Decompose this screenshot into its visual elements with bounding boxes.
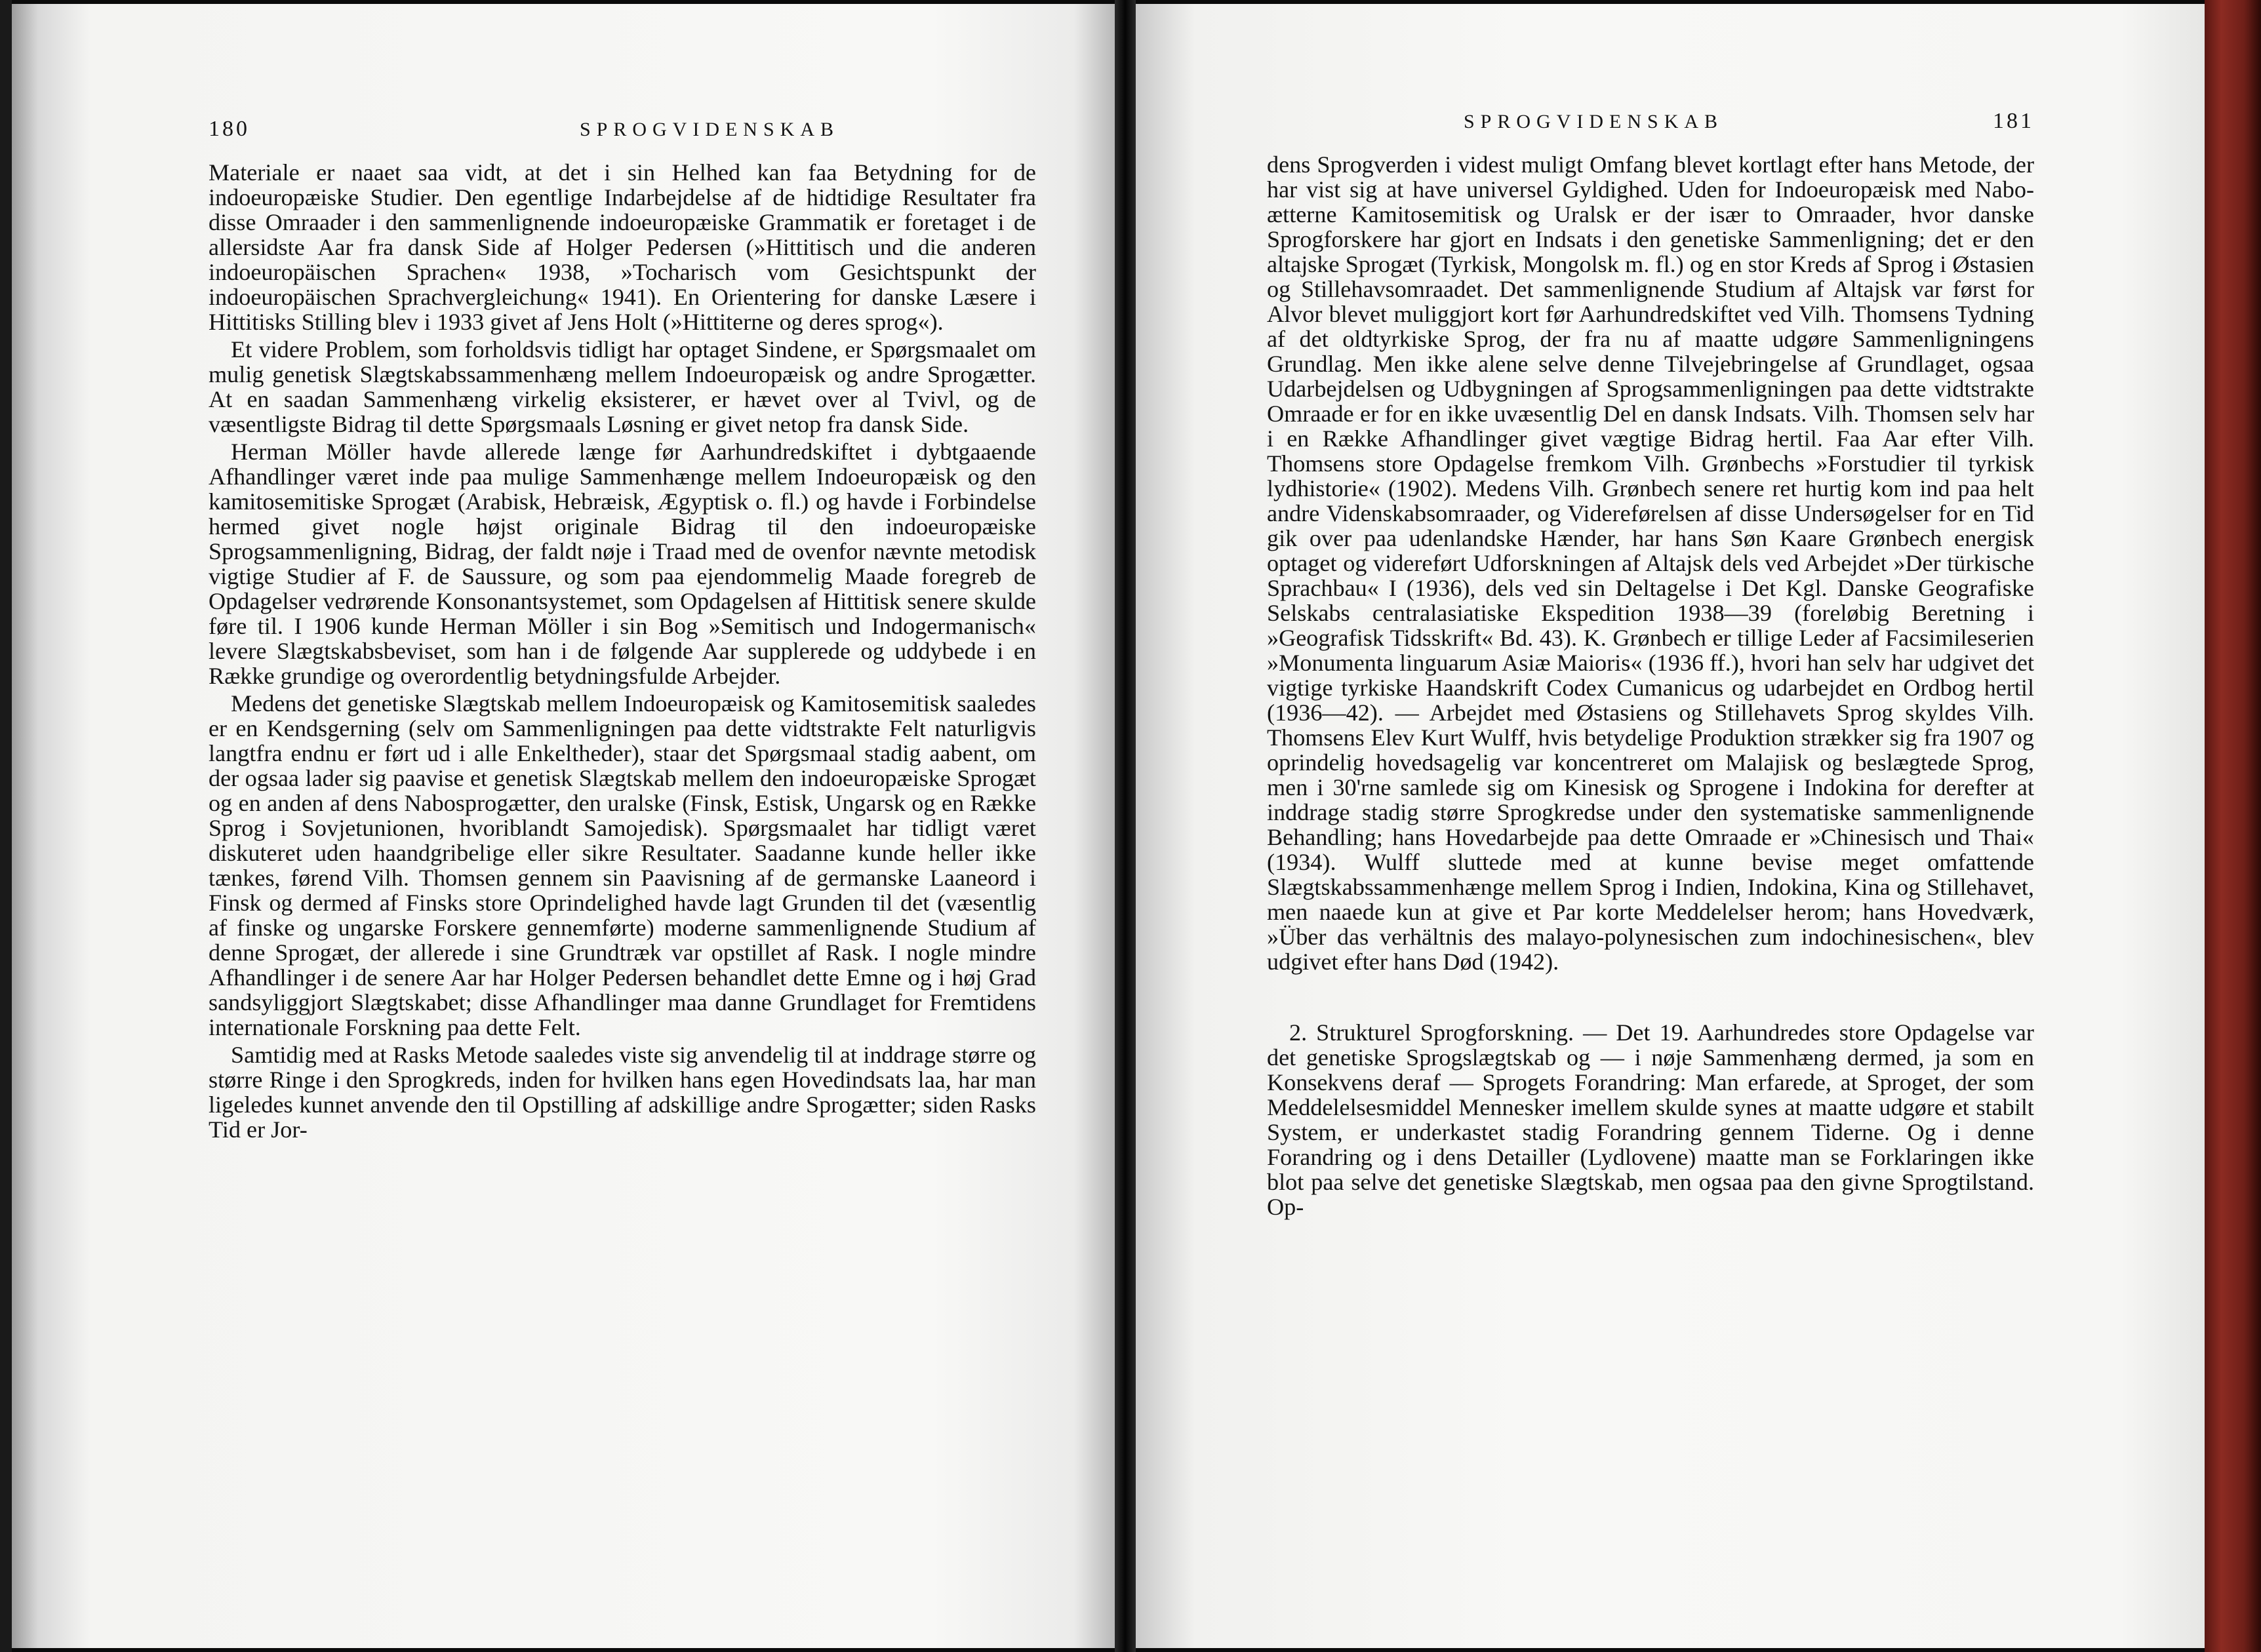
left-paragraph-5: Samtidig med at Rasks Metode saaledes viste sig anvendelig til at inddrage større og større Ringe i den Sprogkreds, inden for hvilken hans egen Hovedindsats laa, har man ligeledes kunnet anvende den til Opstilling af adskillige andre Sprogætter; siden Rasks Tid er Jor- [209, 1042, 1036, 1143]
right-page [1136, 4, 2205, 1648]
right-paragraph-1: dens Sprogverden i videst muligt Omfang blevet kortlagt efter hans Metode, der har vist sig at have universel Gyldighed. Uden for Indoeuropæisk med Naboætterne Kamitosemitisk og Uralsk er der især to Omraader, hvor danske Sprogforskere har gjort en Indsats i den genetiske Sammenligning; det er den altajske Sprogæt (Tyrkisk, Mongolsk m. fl.) og en stor Kreds af Sprog i Østasien og Stillehavsomraadet. Det sammenlignende Studium af Altajsk var først for Alvor blevet muliggjort kort før Aarhundredskiftet ved Vilh. Thomsens Tydning af det oldtyrkiske Sprog, der fra nu af maatte udgøre Sammenligningens Grundlag. Men ikke alene selve denne Tilvejebringelse af Grundlaget, ogsaa Udarbejdelsen og Udbygningen af Sprogsammenligningen paa dette vidtstrakte Omraade er for en ikke uvæsentlig Del en dansk Indsats. Vilh. Thomsen selv har i en Række Afhandlinger givet vægtige Bidrag hertil. Faa Aar efter Vilh. Thomsens store Opdagelse fremkom Vilh. Grønbechs »Forstudier til tyrkisk lydhistorie« (1902). Medens Vilh. Grønbech senere ret hurtig kom ind paa helt andre Videnskabsomraader, og Videreførelsen af disse Undersøgelser for en Tid gik over paa udenlandske Hænder, har hans Søn Kaare Grønbech energisk optaget og videreført Udforskningen af Altajsk dels ved Arbejdet »Der türkische Sprachbau« I (1936), dels ved sin Deltagelse i Det Kgl. Danske Geografiske Selskabs centralasiatiske Ekspedition 1938—39 (foreløbig Beretning i »Geografisk Tidsskrift« Bd. 43). K. Grønbech er tillige Leder af Facsimileserien »Monumenta linguarum Asiæ Maioris« (1936 ff.), hvori han selv har udgivet det vigtige tyrkiske Haandskrift Codex Cumanicus og udarbejdet en Ordbog hertil (1936—42). — Arbejdet med Østasiens og Stillehavets Sprog skyldes Vilh. Thomsens Elev Kurt Wulff, hvis betydelige Produktion strækker sig fra 1907 og oprindelig hovedsagelig var koncentreret om Malajisk og beslægtede Sprog, men i 30'rne samlede sig om Kinesisk og Sprogene i Indokina for derefter at inddrage stadig større Sprogkredse under den systematiske sammenlignende Behandling; hans Hovedarbejde paa dette Omraade er »Chinesisch und Thai« (1934). Wulff sluttede med at kunne bevise meget omfattende Slægtskabssammenhænge mellem Sprog i Indien, Indokina, Kina og Stillehavet, men naaede kun at give et Par korte Meddelelser herom; hans Hovedværk, »Über das verhältnis des malayo-polynesischen zum indochinesischen«, blev udgivet efter hans Død (1942). [1267, 151, 2034, 975]
left-page-number: 180 [209, 117, 250, 141]
left-paragraph-3: Herman Möller havde allerede længe før Aarhundredskiftet i dybtgaaende Afhandlinger været inde paa mulige Sammenhænge mellem Indoeuropæisk og den kamitosemitiske Sprogæt (Arabisk, Hebræisk, Ægyptisk o. fl.) og havde i Forbindelse hermed givet nogle højst originale Bidrag til den indoeuropæiske Sprogsammenligning, Bidrag, der faldt nøje i Traad med de ovenfor nævnte metodisk vigtige Studier af F. de Saussure, og som paa ejendommelig Maade foregreb de Opdagelser vedrørende Konsonantsystemet, som Opdagelsen af Hittitisk senere skulde føre til. I 1906 kunde Herman Möller i sin Bog »Semitisch und Indogermanisch« levere Slægtskabsbeviset, som han i de følgende Aar supplerede og uddybede i en Række grundige og overordentlig betydningsfulde Arbejder. [209, 439, 1036, 689]
right-paragraph-2: 2. Strukturel Sprogforskning. — Det 19. Aarhundredes store Opdagelse var det genetiske Sprogslægtskab og — i nøje Sammenhæng dermed, ja som en Konsekvens deraf — Sprogets Forandring: Man erfarede, at Sproget, der som Meddelelsesmiddel Mennesker imellem skulde synes at maatte udgøre et stabilt System, er underkastet stadig Forandring gennem Tiderne. Og i denne Forandring og i dens Detailler (Lydlovene) maatte man se Forklaringen ikke blot paa selve det genetiske Slægtskab, men ogsaa paa den givne Sprogtilstand. Op- [1267, 1019, 2034, 1220]
book-binding-edge [0, 0, 12, 1652]
right-running-title: SPROGVIDENSKAB [1464, 111, 1724, 132]
left-paragraph-1: Materiale er naaet saa vidt, at det i sin Helhed kan faa Betydning for de indoeuropæiske Studier. Den egentlige Indarbejdelse af de hidtidige Resultater fra disse Omraader i den sammenlignende indoeuropæiske Grammatik er foretaget i de allersidste Aar fra dansk Side af Holger Pedersen (»Hittitisch und die anderen indoeuropäischen Sprachen« 1938, »Tocharisch vom Gesichtspunkt der indoeuropäischen Sprachvergleichung« 1941). En Orientering for danske Læsere i Hittitisks Stilling blev i 1933 givet af Jens Holt (»Hittiterne og deres sprog«). [209, 159, 1036, 335]
right-running-head [1267, 109, 2034, 134]
book-gutter [1115, 0, 1136, 1652]
left-paragraph-2: Et videre Problem, som forholdsvis tidligt har optaget Sindene, er Spørgsmaalet om mulig genetisk Slægtskabssammenhæng mellem Indoeuropæisk og andre Sprogætter. At en saadan Sammenhæng virkelig eksisterer, er hævet over al Tvivl, og de væsentligste Bidrag til dette Spørgsmaals Løsning er givet netop fra dansk Side. [209, 336, 1036, 437]
book-page-edge [2205, 0, 2261, 1652]
left-paragraph-4: Medens det genetiske Slægtskab mellem Indoeuropæisk og Kamitosemitisk saaledes er en Kendsgerning (selv om Sammenligningen paa dette vidtstrakte Felt naturligvis langtfra endnu er ført ud i alle Enkeltheder), staar det Spørgsmaal stadig aabent, om der ogsaa lader sig paavise et genetisk Slægtskab mellem den indoeuropæiske Sprogæt og en anden af dens Nabosprogætter, den uralske (Finsk, Estisk, Ungarsk og en Række Sprog i Sovjetunionen, hvoriblandt Samojedisk). Spørgsmaalet har tidligt været diskuteret uden haandgribelige eller sikre Resultater. Saadanne kunde heller ikke tænkes, førend Vilh. Thomsen gennem sin Paavisning af de germanske Laaneord i Finsk og dermed af Finsks store Oprindelighed havde lagt Grunden til det (væsentlig af finske og ungarske Forskere gennemførte) moderne sammenlignende Studium af denne Sprogæt, der allerede i sine Grundtræk var opstillet af Rask. I nogle mindre Afhandlinger i de senere Aar har Holger Pedersen behandlet dette Emne og i høj Grad sandsyliggjort Slægtskabet; disse Afhandlinger maa danne Grundlaget for Fremtidens internationale Forskning paa dette Felt. [209, 690, 1036, 1040]
left-page [12, 4, 1115, 1648]
left-running-head [209, 117, 1036, 142]
right-page-number: 181 [1993, 109, 2034, 133]
left-running-title: SPROGVIDENSKAB [579, 119, 839, 140]
